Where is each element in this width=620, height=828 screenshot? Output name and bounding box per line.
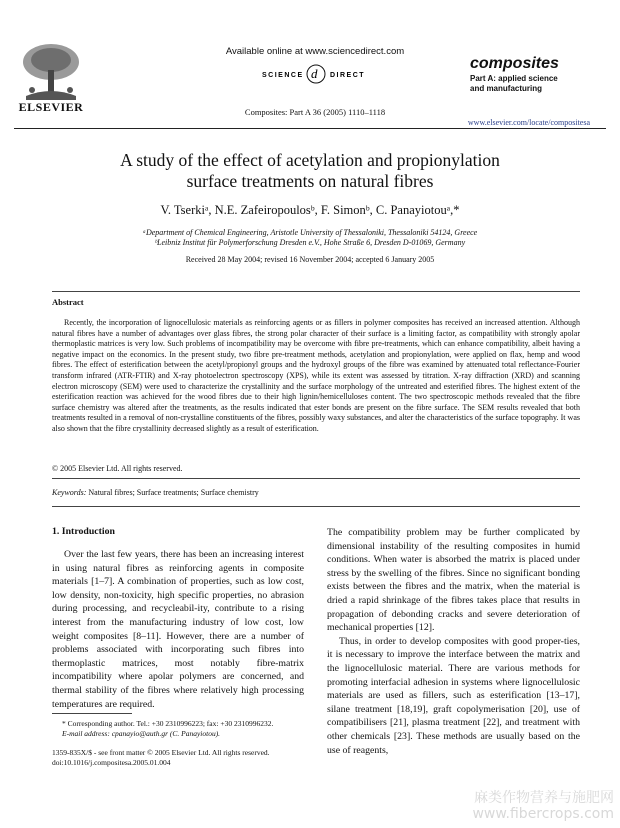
abstract-body	[52, 318, 580, 435]
footnote	[52, 719, 312, 739]
affiliation-b: ᵇLeibniz Institut für Polymerforschung Dresden e.V., Hohe Straße 6, Dresden D-01069, Germany	[154, 238, 466, 247]
publisher-name: ELSEVIER	[18, 100, 84, 114]
issn-line: 1359-835X/$ - see front matter © 2005 Elsevier Ltd. All rights reserved.	[52, 748, 270, 757]
watermark-line-1: 麻类作物营养与施肥网	[474, 790, 614, 806]
doi-line[interactable]: doi:10.1016/j.compositesa.2005.01.004	[52, 758, 171, 767]
email-note: E-mail address: cpanayio@auth.gr (C. Panayiotou).	[62, 729, 221, 738]
intro-paragraph-2: The compatibility problem may be further complicated by dimensional instability of the resulting composites in humid conditions. When water is absorbed the matrix is placed under stress by the swelling of the fibres. Since no significant bonding exists between the fibres and the matrix, when the material is dried a rapid shrinkage of the fibres takes place that results in propagation of debonding cracks and severe deterioration of mechanical properties [12].	[327, 527, 580, 634]
keywords-label: Keywords:	[52, 488, 87, 497]
affiliation-a: ᵃDepartment of Chemical Engineering, Aristotle University of Thessaloniki, Thessaloniki 54124, Greece	[142, 228, 478, 237]
journal-logo-title: composites	[470, 55, 559, 72]
journal-reference: Composites: Part A 36 (2005) 1110–1118	[244, 107, 386, 117]
available-online-text: Available online at www.sciencedirect.com	[225, 46, 405, 57]
section-heading-introduction: 1. Introduction	[52, 526, 115, 537]
keywords-top-divider	[52, 478, 580, 479]
affiliations	[60, 228, 560, 248]
issn-doi-block	[52, 748, 312, 768]
corresponding-author-note: * Corresponding author. Tel.: +30 2310996223; fax: +30 2310996232.	[62, 719, 274, 728]
watermark-line-2: www.fibercrops.com	[472, 806, 614, 822]
svg-text:d: d	[311, 66, 318, 81]
intro-paragraph-1: Over the last few years, there has been an increasing interest in using natural fibres as reinforcing agents in composite materials [1–7]. A combination of properties, such as low cost, low density, non-toxicity, high specific properties, no abrasion during processing, and recycleabil-ity, contribute to a rising interest from the manufacturing industry of low cost, low weight composites [8–11]. However, there are a number of problems associated with incorporating such fibres into thermoplastic matrices, most notably fibre-matrix incompatibility where apolar polymers are concerned, and thermal stability of the fibres where relatively high processing temperatures are required.	[52, 549, 304, 710]
header-divider	[14, 128, 606, 129]
received-dates: Received 28 May 2004; revised 16 November 2004; accepted 6 January 2005	[185, 255, 435, 264]
abstract-paragraph: Recently, the incorporation of lignocellulosic materials as reinforcing agents or as fillers in polymer composites has received an increased attention. Although natural fibres have a number of advantages over glass fibres, the strong polar character of their surface is a limiting factor, as compatibility with strongly apolar thermoplastic matrices is very low. Such problems of incompatibility may be overcome with fibre pre-treatments, which can enhance compatibility, albeit having a negative impact on the economics. In the present study, two fibre pre-treatment methods, acetylation and propionylation, were applied on flax, hemp and wood fibres. The effect of esterification between the acetyl/propionyl groups and the hydroxyl groups of the fibre was examined by attenuated total reflectance-Fourier transform infrared (ATR-FTIR) and X-ray photoelectron spectroscopy (XPS), while its extent was assessed by titration. X-ray diffraction (XRD) and scanning electron microscopy (SEM) were used to characterize the crystallinity and the surface morphology of the untreated and esterified fibres. The highest extent of the esterification reaction was achieved for the wood fibres due to their high lignin/hemicelluloses content. The two spectroscopic methods revealed that the fibre surface chemistry was altered after the treatments, as the results indicated that ester bonds are present on the fibre surface. The SEM results revealed that both treatments resulted in a removal of non-crystalline constituents of the fibres, possibly waxy substances, and alter the characteristics of the surface topography. It was also shown that the fibre crystallinity decreased slightly as a result of esterification.	[52, 318, 580, 433]
abstract-copyright: © 2005 Elsevier Ltd. All rights reserved.	[52, 464, 183, 473]
abstract-heading: Abstract	[52, 297, 84, 307]
article-title	[60, 150, 560, 192]
journal-logo-subtitle-1: Part A: applied science	[470, 74, 558, 83]
svg-text:DIRECT: DIRECT	[330, 72, 366, 79]
keywords-bottom-divider	[52, 506, 580, 507]
sciencedirect-logo	[240, 63, 390, 85]
footnote-divider	[52, 713, 132, 714]
abstract-top-divider	[52, 291, 580, 292]
journal-logo-subtitle-2: and manufacturing	[470, 84, 543, 93]
intro-paragraph-3: Thus, in order to develop composites with good proper-ties, it is necessary to improve the interface between the matrix and the lignocellulosic material. There are various methods for promoting interfacial adhesion in systems where lignocellulosic materials are used as fillers, such as esterification [13–17], silane treatment [18,19], graft copolymerisation [20], use of compatibilisers [21], plasma treatment [22], and treatment with other chemicals [23]. These methods are usually based on the use of reagents,	[327, 635, 580, 756]
journal-url-link[interactable]: www.elsevier.com/locate/compositesa	[467, 118, 590, 127]
body-column-left	[52, 548, 304, 711]
journal-logo	[470, 55, 580, 93]
title-line-1: A study of the effect of acetylation and propionylation	[120, 150, 500, 170]
keywords-list: Natural fibres; Surface treatments; Surface chemistry	[86, 488, 259, 497]
body-column-right	[327, 526, 580, 757]
site-watermark	[472, 790, 614, 822]
title-line-2: surface treatments on natural fibres	[186, 171, 434, 191]
svg-text:SCIENCE: SCIENCE	[262, 72, 304, 79]
author-list: V. Tserkiᵃ, N.E. Zafeiropoulosᵇ, F. Simonᵇ, C. Panayiotouᵃ,*	[160, 203, 460, 217]
keywords	[52, 488, 259, 497]
